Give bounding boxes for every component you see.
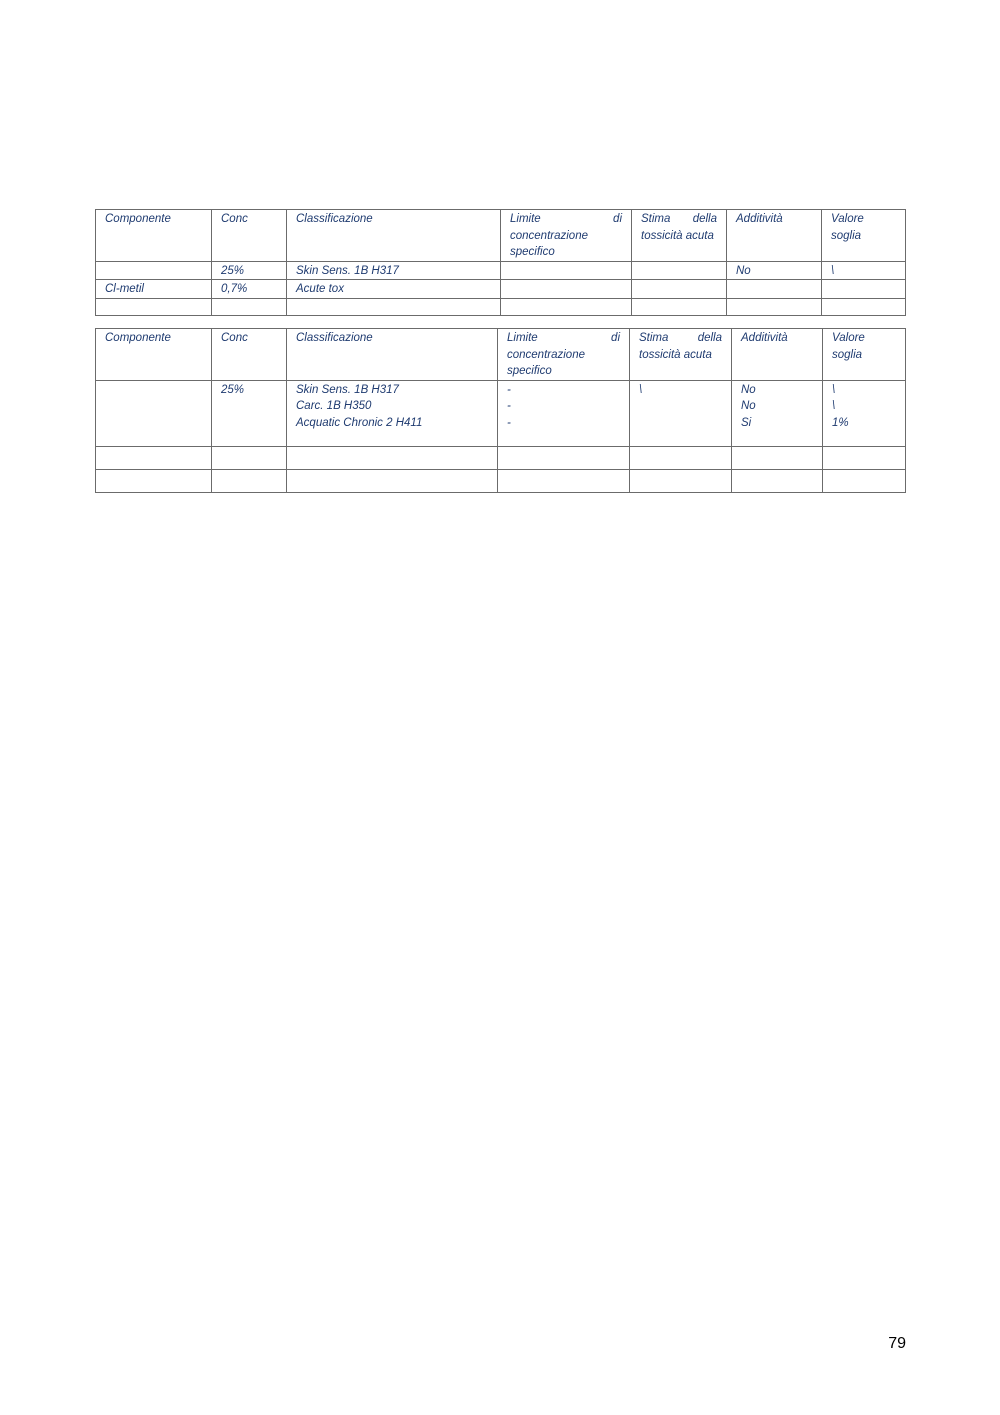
cell-componente xyxy=(96,380,212,446)
header-componente: Componente xyxy=(96,329,212,381)
cell-stima xyxy=(632,261,727,280)
cell-classificazione: Skin Sens. 1B H317 Carc. 1B H350 Acquatic Chronic 2 H411 xyxy=(287,380,498,446)
cell-conc: 25% xyxy=(212,380,287,446)
table-row xyxy=(96,469,906,492)
header-classificazione: Classificazione xyxy=(287,329,498,381)
cell-valore xyxy=(823,469,906,492)
table-row xyxy=(96,380,906,446)
cell-conc xyxy=(212,446,287,469)
classification-table-2 xyxy=(95,328,906,493)
header-valore: Valore soglia xyxy=(823,329,906,381)
cell-conc: 25% xyxy=(212,261,287,280)
cell-stima: \ xyxy=(630,380,732,446)
cell-limite: - - - xyxy=(498,380,630,446)
cell-valore xyxy=(823,446,906,469)
cell-stima xyxy=(632,298,727,315)
cell-componente xyxy=(96,446,212,469)
header-additivita: Additività xyxy=(727,210,822,262)
cell-classificazione xyxy=(287,446,498,469)
cell-limite xyxy=(498,469,630,492)
table-row xyxy=(96,280,906,299)
cell-additivita: No No Si xyxy=(732,380,823,446)
cell-stima xyxy=(630,446,732,469)
cell-classificazione: Acute tox xyxy=(287,280,501,299)
cell-componente xyxy=(96,469,212,492)
cell-conc xyxy=(212,298,287,315)
header-stima: Stima della tossicità acuta xyxy=(630,329,732,381)
cell-valore xyxy=(822,298,906,315)
header-stima: Stima della tossicità acuta xyxy=(632,210,727,262)
cell-classificazione xyxy=(287,469,498,492)
cell-additivita xyxy=(727,298,822,315)
table-row xyxy=(96,261,906,280)
classification-table-1 xyxy=(95,209,906,316)
cell-conc xyxy=(212,469,287,492)
cell-limite xyxy=(501,298,632,315)
cell-additivita xyxy=(727,280,822,299)
cell-stima xyxy=(630,469,732,492)
cell-stima xyxy=(632,280,727,299)
cell-valore: \ xyxy=(822,261,906,280)
header-valore: Valore soglia xyxy=(822,210,906,262)
cell-limite xyxy=(498,446,630,469)
header-additivita: Additività xyxy=(732,329,823,381)
cell-classificazione: Skin Sens. 1B H317 xyxy=(287,261,501,280)
table-row xyxy=(96,298,906,315)
header-limite: Limite di concentrazione specifico xyxy=(498,329,630,381)
cell-limite xyxy=(501,261,632,280)
header-limite: Limite di concentrazione specifico xyxy=(501,210,632,262)
cell-conc: 0,7% xyxy=(212,280,287,299)
header-conc: Conc xyxy=(212,210,287,262)
cell-valore: \ \ 1% xyxy=(823,380,906,446)
cell-additivita: No xyxy=(727,261,822,280)
cell-limite xyxy=(501,280,632,299)
table-header-row xyxy=(96,329,906,381)
header-conc: Conc xyxy=(212,329,287,381)
cell-additivita xyxy=(732,446,823,469)
cell-componente xyxy=(96,261,212,280)
cell-classificazione xyxy=(287,298,501,315)
cell-componente xyxy=(96,298,212,315)
cell-additivita xyxy=(732,469,823,492)
header-componente: Componente xyxy=(96,210,212,262)
table-header-row xyxy=(96,210,906,262)
page-number: 79 xyxy=(888,1335,906,1352)
cell-componente: Cl-metil xyxy=(96,280,212,299)
header-classificazione: Classificazione xyxy=(287,210,501,262)
cell-valore xyxy=(822,280,906,299)
table-row xyxy=(96,446,906,469)
